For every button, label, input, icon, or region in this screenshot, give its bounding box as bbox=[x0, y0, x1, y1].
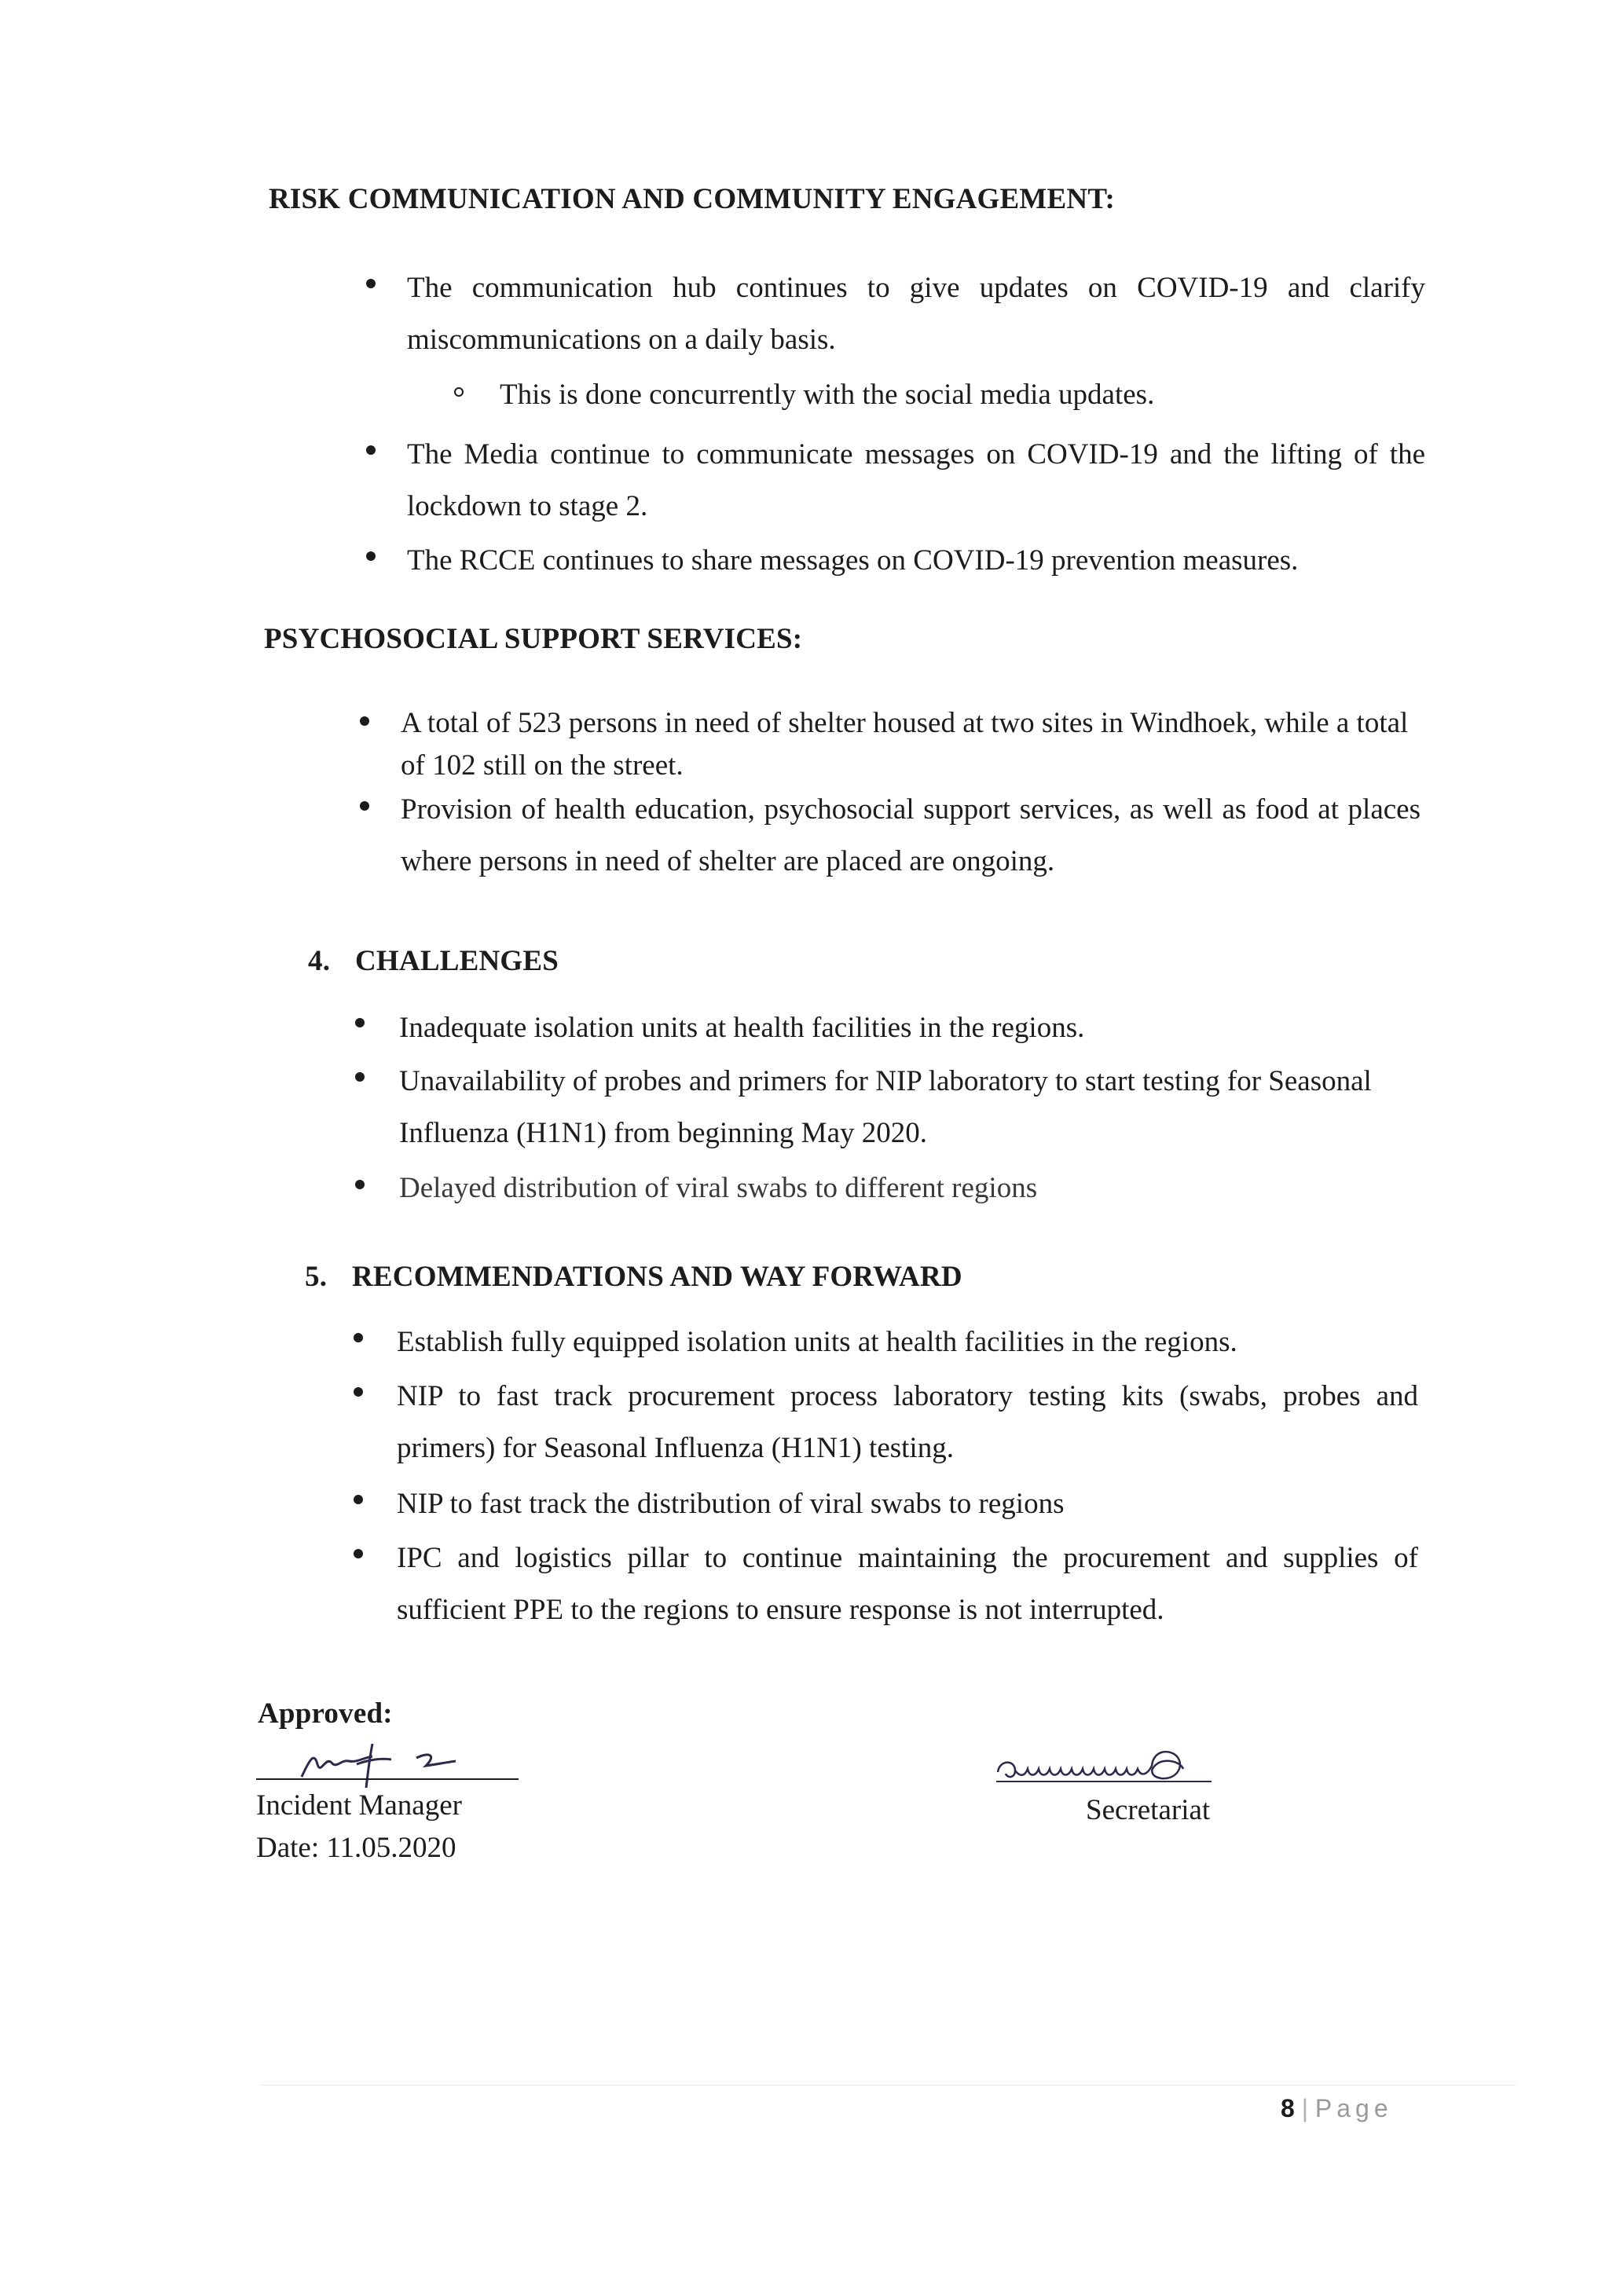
psychosocial-bullet-2: Provision of health education, psychosocial support services, as well as food at places where persons in need of shelter are placed are ongoing. bbox=[401, 793, 1421, 877]
recommendations-number: 5. bbox=[305, 1261, 328, 1293]
bullet-icon bbox=[354, 1495, 363, 1504]
page-number: 8 bbox=[1281, 2094, 1295, 2122]
rcce-bullet-2: The Media continue to communicate messages on COVID-19 and the lifting of the lockdown to stage 2. bbox=[407, 438, 1425, 522]
bullet-icon bbox=[360, 801, 369, 811]
approval-date: Date: 11.05.2020 bbox=[256, 1832, 456, 1864]
bullet-icon bbox=[354, 1387, 363, 1397]
challenges-bullet-2: Unavailability of probes and primers for NIP laboratory to start testing for Seasonal Influenza (H1N1) from beginning May 2020. bbox=[399, 1065, 1372, 1149]
psychosocial-heading: PSYCHOSOCIAL SUPPORT SERVICES: bbox=[264, 623, 803, 655]
page-word: Page bbox=[1314, 2094, 1393, 2122]
bullet-icon bbox=[366, 279, 376, 288]
recommendations-heading: RECOMMENDATIONS AND WAY FORWARD bbox=[352, 1261, 962, 1293]
bullet-icon bbox=[366, 445, 376, 455]
approved-label: Approved: bbox=[258, 1697, 393, 1730]
bullet-icon bbox=[355, 1180, 365, 1189]
recommendations-bullet-1: Establish fully equipped isolation units at health facilities in the regions. bbox=[397, 1326, 1237, 1358]
psychosocial-bullet-1: A total of 523 persons in need of shelter housed at two sites in Windhoek, while a total of 102 still on the street. bbox=[401, 707, 1409, 782]
challenges-bullet-1: Inadequate isolation units at health facilities in the regions. bbox=[399, 1012, 1085, 1044]
challenges-bullet-3: Delayed distribution of viral swabs to different regions bbox=[399, 1172, 1038, 1204]
bullet-icon bbox=[354, 1549, 363, 1558]
bullet-icon bbox=[355, 1018, 365, 1027]
incident-manager-role: Incident Manager bbox=[256, 1789, 462, 1822]
recommendations-bullet-3: NIP to fast track the distribution of viral swabs to regions bbox=[397, 1488, 1065, 1520]
challenges-heading: CHALLENGES bbox=[355, 945, 559, 977]
page-footer bbox=[1281, 2094, 1393, 2123]
rcce-sub-bullet: This is done concurrently with the social media updates. bbox=[500, 379, 1155, 411]
sub-bullet-icon bbox=[454, 387, 464, 397]
secretariat-role: Secretariat bbox=[1086, 1794, 1211, 1826]
rcce-heading: RISK COMMUNICATION AND COMMUNITY ENGAGEMENT: bbox=[269, 183, 1115, 215]
challenges-number: 4. bbox=[308, 945, 331, 977]
bullet-icon bbox=[360, 716, 369, 726]
bullet-icon bbox=[354, 1333, 363, 1342]
rcce-bullet-1: The communication hub continues to give updates on COVID-19 and clarify miscommunications on a daily basis. bbox=[407, 272, 1425, 356]
rcce-bullet-3: The RCCE continues to share messages on COVID-19 prevention measures. bbox=[407, 544, 1299, 577]
bullet-icon bbox=[355, 1072, 365, 1082]
recommendations-bullet-4: IPC and logistics pillar to continue maintaining the procurement and supplies of sufficient PPE to the regions to ensure response is not interrupted. bbox=[397, 1542, 1418, 1626]
footer-separator: | bbox=[1301, 2094, 1308, 2122]
bullet-icon bbox=[366, 551, 376, 561]
recommendations-bullet-2: NIP to fast track procurement process laboratory testing kits (swabs, probes and primers) for Seasonal Influenza (H1N1) testing. bbox=[397, 1380, 1418, 1464]
